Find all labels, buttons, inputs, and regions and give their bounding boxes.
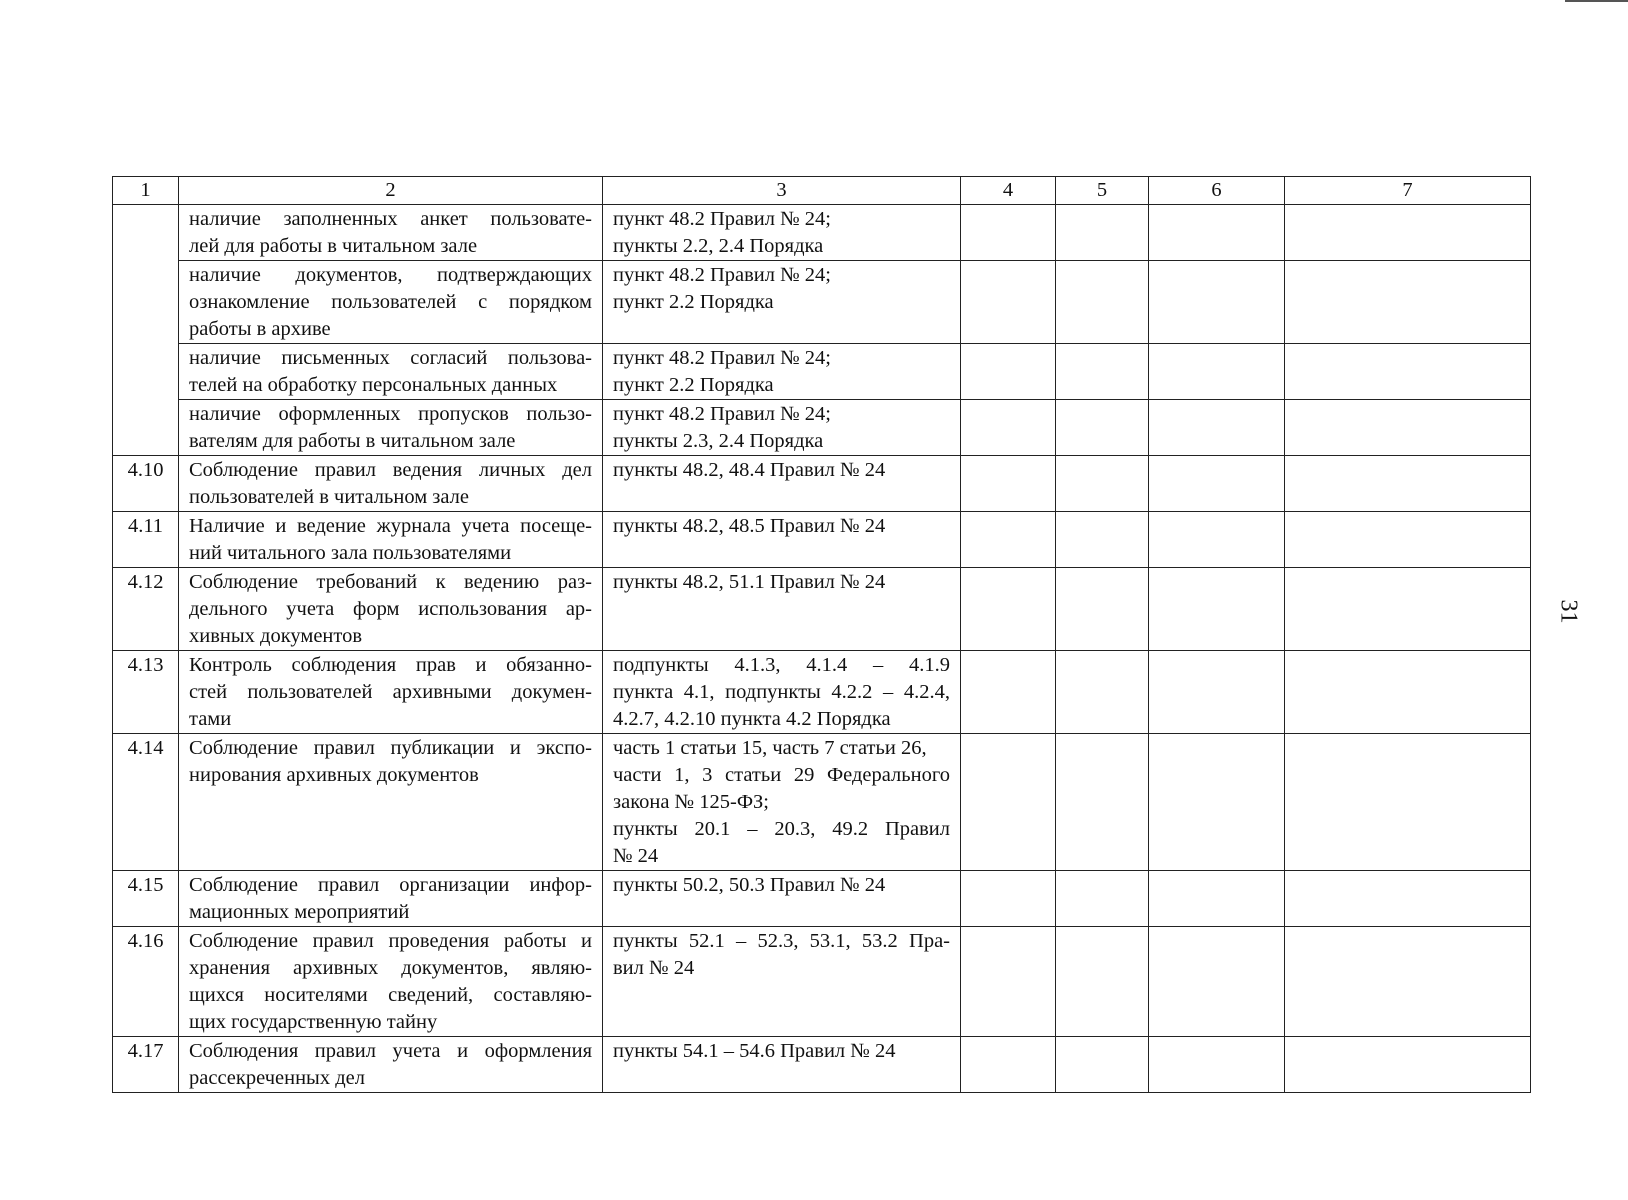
empty-cell-col-6 — [1149, 205, 1285, 261]
legal-reference-cell — [603, 261, 961, 344]
table-row — [113, 456, 1531, 512]
empty-cell-col-4 — [961, 261, 1056, 344]
item-number-cell: 4.13 — [113, 651, 179, 734]
empty-cell-col-6 — [1149, 261, 1285, 344]
empty-cell-col-6 — [1149, 400, 1285, 456]
reference-line: пункта 4.1, подпункты 4.2.2 – 4.2.4, — [613, 681, 950, 703]
reference-line: пункт 48.2 Правил № 24; — [613, 347, 832, 369]
empty-cell-col-7 — [1285, 205, 1531, 261]
reference-line: подпункты 4.1.3, 4.1.4 – 4.1.9 — [613, 654, 950, 676]
empty-cell-col-7 — [1285, 734, 1531, 871]
empty-cell-col-4 — [961, 568, 1056, 651]
empty-cell-col-4 — [961, 456, 1056, 512]
empty-cell-col-7 — [1285, 1037, 1531, 1093]
description-line: Соблюдение правил проведения работы и — [189, 930, 592, 952]
description-line: наличие заполненных анкет пользовате- — [189, 208, 592, 230]
empty-cell-col-5 — [1056, 1037, 1149, 1093]
column-header-1: 1 — [113, 177, 179, 205]
item-number-cell: 4.17 — [113, 1037, 179, 1093]
empty-cell-col-5 — [1056, 344, 1149, 400]
column-header-3: 3 — [603, 177, 961, 205]
table-row — [113, 512, 1531, 568]
legal-reference-cell — [603, 871, 961, 927]
empty-cell-col-4 — [961, 205, 1056, 261]
legal-reference-cell — [603, 344, 961, 400]
requirement-description-cell — [179, 871, 603, 927]
reference-line: 4.2.7, 4.2.10 пункта 4.2 Порядка — [613, 708, 891, 730]
empty-cell-col-4 — [961, 512, 1056, 568]
empty-cell-col-5 — [1056, 734, 1149, 871]
empty-cell-col-6 — [1149, 568, 1285, 651]
description-line: Соблюдение правил ведения личных дел — [189, 459, 592, 481]
description-line: рассекреченных дел — [189, 1067, 365, 1089]
reference-line: вил № 24 — [613, 957, 695, 979]
description-line: нирования архивных документов — [189, 764, 479, 786]
description-line: дельного учета форм использования ар- — [189, 598, 592, 620]
column-header-6: 6 — [1149, 177, 1285, 205]
legal-reference-cell — [603, 456, 961, 512]
requirement-description-cell — [179, 261, 603, 344]
table-row — [113, 205, 1531, 261]
description-line: телей на обработку персональных данных — [189, 374, 558, 396]
table-row — [113, 400, 1531, 456]
legal-reference-cell — [603, 512, 961, 568]
table-row — [113, 261, 1531, 344]
empty-cell-col-7 — [1285, 568, 1531, 651]
empty-cell-col-5 — [1056, 456, 1149, 512]
requirement-description-cell — [179, 512, 603, 568]
table-row — [113, 1037, 1531, 1093]
header-row — [113, 177, 1531, 205]
description-line: щихся носителями сведений, составляю- — [189, 984, 592, 1006]
empty-cell-col-6 — [1149, 871, 1285, 927]
description-line: хивных документов — [189, 625, 363, 647]
reference-line: пункты 2.2, 2.4 Порядка — [613, 235, 824, 257]
description-line: наличие письменных согласий пользова- — [189, 347, 592, 369]
description-line: мационных мероприятий — [189, 901, 410, 923]
description-line: Соблюдение требований к ведению раз- — [189, 571, 592, 593]
description-line: лей для работы в читальном зале — [189, 235, 478, 257]
description-line: наличие документов, подтверждающих — [189, 264, 592, 286]
table-row — [113, 651, 1531, 734]
empty-cell-col-4 — [961, 871, 1056, 927]
legal-reference-cell — [603, 568, 961, 651]
requirement-description-cell — [179, 456, 603, 512]
description-line: вателям для работы в читальном зале — [189, 430, 516, 452]
table-row — [113, 568, 1531, 651]
item-number-cell: 4.14 — [113, 734, 179, 871]
reference-line: пункты 54.1 – 54.6 Правил № 24 — [613, 1040, 896, 1062]
table-row — [113, 344, 1531, 400]
requirement-description-cell — [179, 568, 603, 651]
table-body — [113, 205, 1531, 1093]
reference-line: части 1, 3 статьи 29 Федерального — [613, 764, 950, 786]
reference-line: часть 1 статьи 15, часть 7 статьи 26, — [613, 737, 927, 759]
empty-cell-col-7 — [1285, 512, 1531, 568]
requirement-description-cell — [179, 400, 603, 456]
empty-cell-col-7 — [1285, 456, 1531, 512]
description-line: наличие оформленных пропусков пользо- — [189, 403, 592, 425]
description-line: щих государственную тайну — [189, 1011, 438, 1033]
requirement-description-cell — [179, 927, 603, 1037]
reference-line: пункты 48.2, 48.4 Правил № 24 — [613, 459, 886, 481]
empty-cell-col-7 — [1285, 261, 1531, 344]
requirement-description-cell — [179, 344, 603, 400]
reference-line: пункт 48.2 Правил № 24; — [613, 208, 832, 230]
empty-cell-col-5 — [1056, 871, 1149, 927]
column-header-5: 5 — [1056, 177, 1149, 205]
description-line: Соблюдения правил учета и оформления — [189, 1040, 592, 1062]
empty-cell-col-5 — [1056, 512, 1149, 568]
empty-cell-col-5 — [1056, 205, 1149, 261]
column-header-4: 4 — [961, 177, 1056, 205]
empty-cell-col-5 — [1056, 568, 1149, 651]
description-line: тами — [189, 708, 232, 730]
requirement-description-cell — [179, 651, 603, 734]
legal-reference-cell — [603, 1037, 961, 1093]
description-line: работы в архиве — [189, 318, 331, 340]
empty-cell-col-7 — [1285, 344, 1531, 400]
column-header-7: 7 — [1285, 177, 1531, 205]
legal-reference-cell — [603, 734, 961, 871]
empty-cell-col-7 — [1285, 651, 1531, 734]
item-number-cell: 4.12 — [113, 568, 179, 651]
reference-line: пункт 2.2 Порядка — [613, 291, 774, 313]
empty-cell-col-6 — [1149, 512, 1285, 568]
legal-reference-cell — [603, 400, 961, 456]
empty-cell-col-4 — [961, 651, 1056, 734]
item-number-cell: 4.11 — [113, 512, 179, 568]
reference-line: пункты 52.1 – 52.3, 53.1, 53.2 Пра- — [613, 930, 950, 952]
description-line: Наличие и ведение журнала учета посеще- — [189, 515, 592, 537]
description-line: стей пользователей архивными докумен- — [189, 681, 592, 703]
description-line: ознакомление пользователей с порядком — [189, 291, 592, 313]
empty-cell-col-5 — [1056, 651, 1149, 734]
empty-cell-col-7 — [1285, 927, 1531, 1037]
reference-line: пункты 20.1 – 20.3, 49.2 Правил — [613, 818, 950, 840]
empty-cell-col-7 — [1285, 871, 1531, 927]
table-row — [113, 927, 1531, 1037]
item-number-cell: 4.10 — [113, 456, 179, 512]
reference-line: пункты 48.2, 51.1 Правил № 24 — [613, 571, 886, 593]
empty-cell-col-6 — [1149, 1037, 1285, 1093]
scan-edge-mark — [1565, 0, 1628, 2]
empty-cell-col-6 — [1149, 927, 1285, 1037]
reference-line: пункты 50.2, 50.3 Правил № 24 — [613, 874, 886, 896]
empty-cell-col-5 — [1056, 927, 1149, 1037]
empty-cell-col-4 — [961, 927, 1056, 1037]
empty-cell-col-6 — [1149, 344, 1285, 400]
empty-cell-col-5 — [1056, 261, 1149, 344]
regulation-table — [112, 176, 1531, 1093]
description-line: пользователей в читальном зале — [189, 486, 470, 508]
page-number: 31 — [1555, 599, 1582, 624]
description-line: Соблюдение правил публикации и экспо- — [189, 737, 592, 759]
item-number-cell: 4.16 — [113, 927, 179, 1037]
legal-reference-cell — [603, 927, 961, 1037]
item-number-cell — [113, 205, 179, 456]
empty-cell-col-4 — [961, 1037, 1056, 1093]
requirement-description-cell — [179, 1037, 603, 1093]
description-line: Контроль соблюдения прав и обязанно- — [189, 654, 592, 676]
reference-line: закона № 125-ФЗ; — [613, 791, 769, 813]
empty-cell-col-6 — [1149, 456, 1285, 512]
reference-line: пункт 2.2 Порядка — [613, 374, 774, 396]
empty-cell-col-6 — [1149, 651, 1285, 734]
reference-line: № 24 — [613, 845, 659, 867]
legal-reference-cell — [603, 651, 961, 734]
reference-line: пункт 48.2 Правил № 24; — [613, 264, 832, 286]
legal-reference-cell — [603, 205, 961, 261]
empty-cell-col-5 — [1056, 400, 1149, 456]
description-line: хранения архивных документов, являю- — [189, 957, 592, 979]
description-line: Соблюдение правил организации инфор- — [189, 874, 592, 896]
empty-cell-col-7 — [1285, 400, 1531, 456]
empty-cell-col-4 — [961, 734, 1056, 871]
reference-line: пункт 48.2 Правил № 24; — [613, 403, 832, 425]
empty-cell-col-6 — [1149, 734, 1285, 871]
description-line: ний читального зала пользователями — [189, 542, 512, 564]
table-row — [113, 871, 1531, 927]
column-header-2: 2 — [179, 177, 603, 205]
reference-line: пункты 48.2, 48.5 Правил № 24 — [613, 515, 886, 537]
requirement-description-cell — [179, 205, 603, 261]
reference-line: пункты 2.3, 2.4 Порядка — [613, 430, 824, 452]
item-number-cell: 4.15 — [113, 871, 179, 927]
table-row — [113, 734, 1531, 871]
requirement-description-cell — [179, 734, 603, 871]
empty-cell-col-4 — [961, 344, 1056, 400]
empty-cell-col-4 — [961, 400, 1056, 456]
